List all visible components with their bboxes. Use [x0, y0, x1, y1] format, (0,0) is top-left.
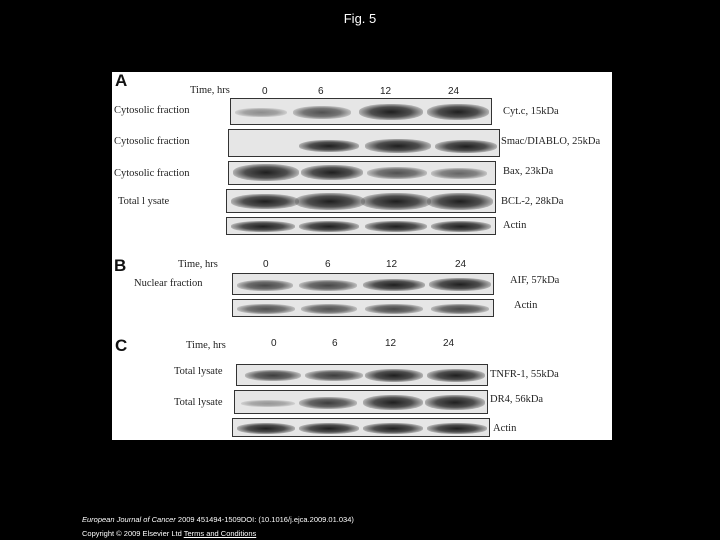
panel-b-time-label: Time, hrs: [178, 259, 218, 270]
band-bax-0h: [233, 164, 299, 181]
panel-c-row3-protein: Actin: [493, 423, 517, 434]
band-actin-a-0h: [231, 221, 295, 232]
panel-b-time-0: 0: [263, 259, 269, 270]
panel-a-row2-fraction: Cytosolic fraction: [114, 136, 190, 147]
band-aif-12h: [363, 279, 425, 291]
panel-c-time-24: 24: [443, 338, 455, 349]
blot-aif: [232, 273, 494, 295]
band-dr4-6h: [299, 397, 357, 409]
band-aif-6h: [299, 280, 357, 291]
panel-b-row1-protein: AIF, 57kDa: [510, 275, 560, 286]
panel-a-row3-protein: Bax, 23kDa: [503, 166, 554, 177]
band-bcl2-12h: [361, 193, 431, 210]
band-actin-a-6h: [299, 221, 359, 232]
panel-c-row2-protein: DR4, 56kDa: [490, 394, 544, 405]
band-dr4-12h: [363, 395, 423, 410]
panel-a-row1-protein: Cyt.c, 15kDa: [503, 106, 559, 117]
panel-a-letter: A: [115, 72, 128, 90]
panel-a-time-12: 12: [380, 86, 392, 97]
figure-title: Fig. 5: [343, 11, 377, 26]
band-actin-b-0h: [237, 304, 295, 314]
band-bcl2-6h: [295, 193, 365, 210]
western-blot-figure: [112, 72, 612, 440]
panel-b-row1-fraction: Nuclear fraction: [134, 278, 203, 289]
blot-dr4: [234, 390, 488, 414]
band-actin-b-6h: [301, 304, 357, 314]
blot-actin-c: [232, 418, 490, 437]
band-actin-a-24h: [431, 221, 491, 232]
band-actin-c-6h: [299, 423, 359, 434]
band-smac-6h: [299, 140, 359, 152]
blot-smac: [228, 129, 500, 157]
band-bax-24h: [431, 168, 487, 179]
blot-actin-a: [226, 217, 496, 235]
band-dr4-0h: [241, 400, 295, 407]
panel-a-row3-fraction: Cytosolic fraction: [114, 168, 190, 179]
citation-text: 2009 451494-1509DOI: (10.1016/j.ejca.2009.01.034): [175, 515, 354, 524]
band-cytc-12h: [359, 104, 423, 120]
band-bcl2-24h: [427, 193, 493, 210]
blot-bcl2: [226, 189, 496, 213]
band-actin-c-0h: [237, 423, 295, 434]
band-bax-6h: [301, 165, 363, 180]
band-tnfr1-12h: [365, 369, 423, 382]
panel-a-time-label: Time, hrs: [190, 85, 230, 96]
band-smac-12h: [365, 139, 431, 153]
panel-c-letter: C: [115, 336, 128, 355]
terms-link[interactable]: Terms and Conditions: [183, 529, 257, 538]
journal-name: European Journal of Cancer: [82, 515, 176, 524]
panel-a-row2-protein: Smac/DIABLO, 25kDa: [501, 136, 601, 147]
panel-a-time-6: 6: [318, 86, 324, 97]
panel-c-row1-fraction: Total lysate: [174, 366, 223, 377]
blot-tnfr1: [236, 364, 488, 386]
band-aif-24h: [429, 278, 491, 291]
panel-a-row1-fraction: Cytosolic fraction: [114, 105, 190, 116]
band-tnfr1-0h: [245, 370, 301, 381]
panel-a-row4-fraction: Total l ysate: [118, 196, 170, 207]
band-bax-12h: [367, 167, 427, 179]
panel-b-time-12: 12: [386, 259, 398, 270]
panel-b-time-6: 6: [325, 259, 331, 270]
panel-b-letter: B: [114, 256, 127, 275]
band-tnfr1-24h: [427, 369, 485, 382]
panel-b-time-24: 24: [455, 259, 467, 270]
panel-c-time-0: 0: [271, 338, 277, 349]
band-actin-b-24h: [431, 304, 489, 314]
band-actin-a-12h: [365, 221, 427, 232]
copyright-text: Copyright © 2009 Elsevier Ltd: [82, 529, 182, 538]
band-aif-0h: [237, 280, 293, 291]
panel-c-time-6: 6: [332, 338, 338, 349]
copyright-line: [82, 529, 256, 538]
band-bcl2-0h: [231, 194, 299, 209]
panel-c-row1-protein: TNFR-1, 55kDa: [490, 369, 559, 380]
citation-line: [82, 515, 354, 524]
blot-actin-b: [232, 299, 494, 317]
panel-c-time-label: Time, hrs: [186, 340, 226, 351]
band-cytc-0h: [235, 108, 287, 117]
panel-a-row4-protein: BCL-2, 28kDa: [501, 196, 564, 207]
blot-bax: [228, 161, 496, 185]
panel-c-time-12: 12: [385, 338, 397, 349]
band-cytc-24h: [427, 104, 489, 120]
panel-a-row5-protein: Actin: [503, 220, 527, 231]
panel-a-time-0: 0: [262, 86, 268, 97]
band-actin-c-12h: [363, 423, 423, 434]
panel-b-row2-protein: Actin: [514, 300, 538, 311]
band-smac-24h: [435, 140, 497, 153]
band-actin-b-12h: [365, 304, 423, 314]
band-actin-c-24h: [427, 423, 487, 434]
band-cytc-6h: [293, 106, 351, 119]
panel-a-time-24: 24: [448, 86, 460, 97]
band-dr4-24h: [425, 395, 485, 410]
panel-c-row2-fraction: Total lysate: [174, 397, 223, 408]
blot-cytc: [230, 98, 492, 125]
band-tnfr1-6h: [305, 370, 363, 381]
